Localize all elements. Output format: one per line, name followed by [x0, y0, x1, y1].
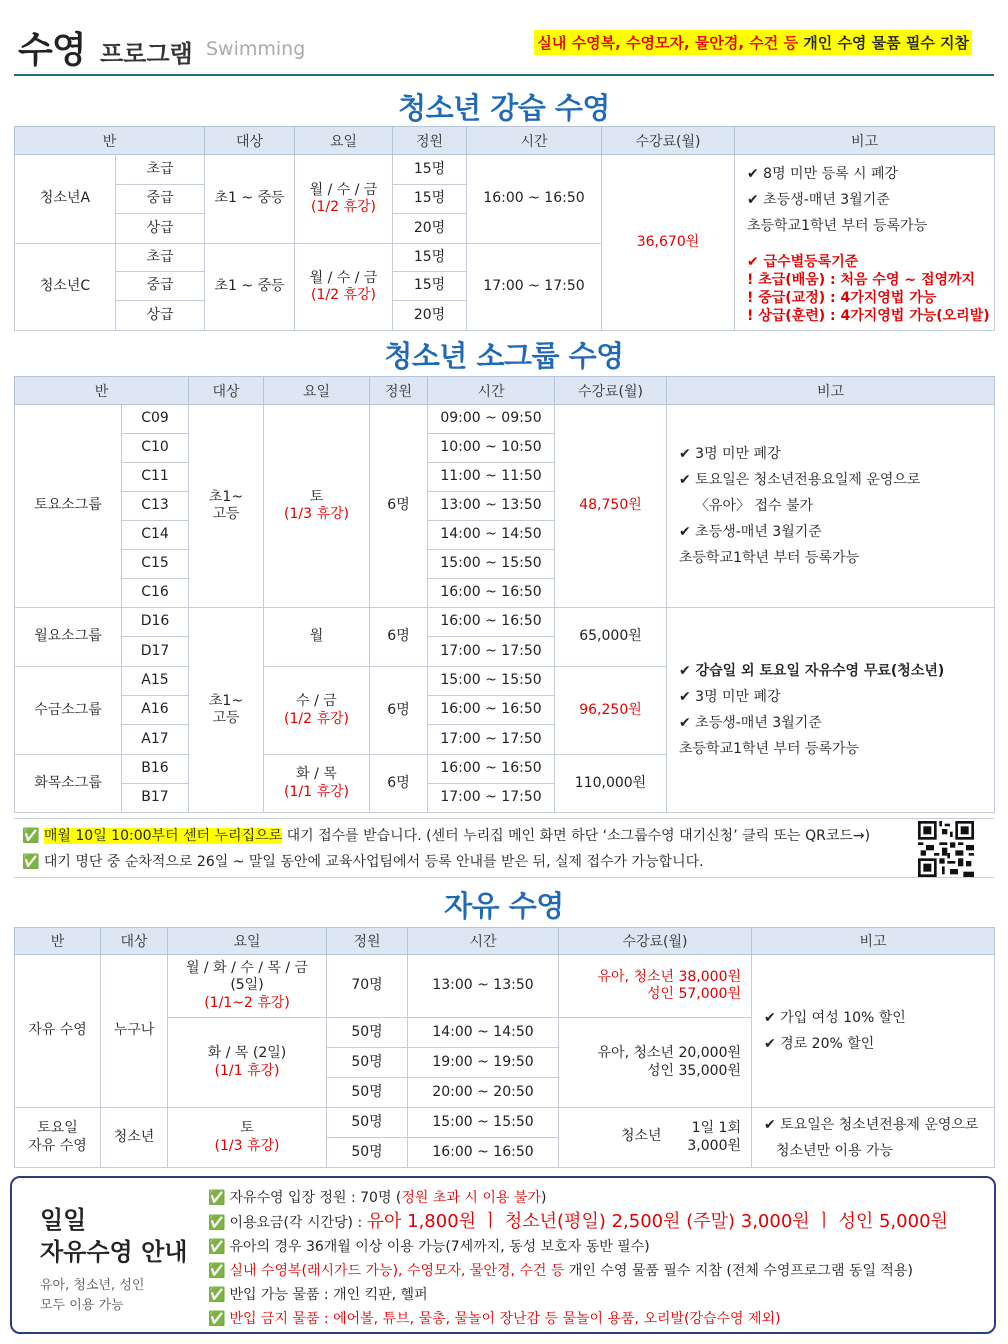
class-name: 월요소그룹 — [15, 608, 122, 667]
free-notes: ✔ 가입 여성 10% 할인 ✔ 경로 20% 할인 — [752, 955, 995, 1108]
small-table — [14, 376, 995, 813]
class-code: A16 — [122, 696, 189, 725]
time: 09:00 ~ 09:50 — [428, 405, 555, 434]
col-target: 대상 — [205, 127, 295, 155]
days: 월 — [264, 608, 370, 667]
capacity: 6명 — [370, 405, 428, 608]
capacity: 20명 — [393, 214, 467, 244]
small-sat-notes: ✔ 3명 미만 폐강 ✔ 토요일은 청소년전용요일제 운영으로 〈유아〉 접수 불가 ✔ 초등생-매년 3월기준 초등학교1학년 부터 등록가능 — [667, 405, 995, 608]
capacity: 6명 — [370, 755, 428, 813]
col-capacity: 정원 — [393, 127, 467, 155]
class-code: C15 — [122, 550, 189, 579]
time: 13:00 ~ 13:50 — [428, 492, 555, 521]
check-icon: ✅ — [208, 1190, 226, 1206]
time: 16:00 ~ 16:50 — [428, 579, 555, 608]
target: 초1~ 고등 — [189, 608, 264, 813]
time: 10:00 ~ 10:50 — [428, 434, 555, 463]
target: 누구나 — [101, 955, 168, 1108]
time: 16:00 ~ 16:50 — [467, 155, 602, 244]
capacity: 15명 — [393, 272, 467, 301]
days: 화 / 목 (2일) (1/1 휴강) — [168, 1018, 327, 1108]
class-name: 자유 수영 — [15, 955, 101, 1108]
lesson-section-title: 청소년 강습 수영 — [398, 91, 610, 125]
col-fee: 수강료(월) — [555, 377, 667, 405]
target: 청소년 — [101, 1108, 168, 1168]
col-time: 시간 — [467, 127, 602, 155]
time: 13:00 ~ 13:50 — [408, 955, 559, 1018]
daily-subtitle: 유아, 청소년, 성인 모두 이용 가능 — [40, 1278, 145, 1313]
level: 상급 — [116, 214, 205, 244]
check-icon: ✅ — [208, 1263, 226, 1279]
table-row — [15, 155, 995, 185]
header-subtitle: 프로그램 — [100, 40, 193, 68]
table-row — [15, 1108, 995, 1138]
days: 월 / 수 / 금 (1/2 휴강) — [295, 155, 393, 244]
capacity: 50명 — [327, 1078, 408, 1108]
time: 17:00 ~ 17:50 — [428, 784, 555, 813]
page-header — [14, 16, 994, 76]
check-icon: ✅ — [208, 1215, 226, 1231]
level: 상급 — [116, 301, 205, 331]
fee: 48,750원 — [555, 405, 667, 608]
capacity: 15명 — [393, 155, 467, 185]
class-name: 청소년C — [15, 244, 116, 331]
time: 15:00 ~ 15:50 — [428, 667, 555, 696]
time: 11:00 ~ 11:50 — [428, 463, 555, 492]
list-item: ✅ 실내 수영복(래시가드 가능), 수영모자, 물안경, 수건 등 개인 수영 물품 필수 지참 (전체 수영프로그램 동일 적용) — [208, 1263, 913, 1279]
class-code: C11 — [122, 463, 189, 492]
waitlist-text-2: 대기 명단 중 순차적으로 26일 ~ 말일 동안에 교육사업팀에서 등록 안내를 받은 뒤, 실제 접수가 가능합니다. — [43, 854, 704, 870]
class-name: 수금소그룹 — [15, 667, 122, 755]
class-code: D16 — [122, 608, 189, 637]
table-row — [15, 955, 995, 1018]
free-section-title: 자유 수영 — [444, 889, 564, 923]
level: 중급 — [116, 272, 205, 301]
class-code: C10 — [122, 434, 189, 463]
fee: 36,670원 — [602, 155, 735, 331]
col-time: 시간 — [408, 928, 559, 955]
qr-code-icon[interactable] — [918, 821, 974, 877]
lesson-notes: ✔ 8명 미만 등록 시 폐강 ✔ 초등생-매년 3월기준 초등학교1학년 부터 등록가능 ✔ 급수별등록기준 ! 초급(배움) : 처음 수영 ~ 접영까지 ! 중급(교정) : 4가지영법 가능 ! 상급(훈련) : 4가지영법 가능(오리발) — [735, 155, 995, 331]
capacity: 20명 — [393, 301, 467, 331]
time: 16:00 ~ 16:50 — [428, 755, 555, 784]
class-name: 토요소그룹 — [15, 405, 122, 608]
time: 15:00 ~ 15:50 — [428, 550, 555, 579]
capacity: 50명 — [327, 1048, 408, 1078]
col-class: 반 — [15, 928, 101, 955]
time: 16:00 ~ 16:50 — [428, 696, 555, 725]
daily-free-swim-box — [10, 1176, 996, 1334]
list-item: ✅ 반입 금지 물품 : 에어볼, 튜브, 물총, 물놀이 장난감 등 물놀이 용품, 오리발(강습수영 제외) — [208, 1311, 781, 1327]
list-item: ✅ 자유수영 입장 정원 : 70명 (정원 초과 시 이용 불가) — [208, 1190, 547, 1206]
time: 16:00 ~ 16:50 — [408, 1138, 559, 1168]
days: 월 / 화 / 수 / 목 / 금 (5일) (1/1~2 휴강) — [168, 955, 327, 1018]
col-time: 시간 — [428, 377, 555, 405]
class-code: B16 — [122, 755, 189, 784]
small-header-row — [15, 377, 995, 405]
capacity: 50명 — [327, 1138, 408, 1168]
class-code: C16 — [122, 579, 189, 608]
class-code: C13 — [122, 492, 189, 521]
class-name: 토요일 자유 수영 — [15, 1108, 101, 1168]
time: 17:00 ~ 17:50 — [428, 637, 555, 667]
col-class: 반 — [15, 377, 189, 405]
header-title: 수영 — [18, 30, 86, 71]
col-days: 요일 — [264, 377, 370, 405]
free-table — [14, 927, 995, 1168]
class-code: B17 — [122, 784, 189, 813]
col-target: 대상 — [101, 928, 168, 955]
fee: 청소년 1일 1회 3,000원 — [559, 1108, 752, 1168]
capacity: 15명 — [393, 185, 467, 214]
capacity: 6명 — [370, 608, 428, 667]
free-header-row — [15, 928, 995, 955]
days: 토 (1/3 휴강) — [264, 405, 370, 608]
waitlist-highlight: 매월 10일 10:00부터 센터 누리집으로 — [43, 828, 283, 844]
waitlist-text: 대기 접수를 받습니다. (센터 누리집 메인 화면 하단 ‘소그룹수영 대기신청’ 클릭 또는 QR코드→) — [282, 828, 871, 844]
days: 토 (1/3 휴강) — [168, 1108, 327, 1168]
check-icon: ✅ — [22, 828, 40, 844]
fee: 96,250원 — [555, 667, 667, 755]
daily-title: 일일 자유수영 안내 — [40, 1206, 188, 1266]
time: 16:00 ~ 16:50 — [428, 608, 555, 637]
class-code: C09 — [122, 405, 189, 434]
list-item: ✅ 유아의 경우 36개월 이상 이용 가능(7세까지, 동성 보호자 동반 필수) — [208, 1239, 650, 1255]
time: 20:00 ~ 20:50 — [408, 1078, 559, 1108]
table-row — [15, 608, 995, 637]
header-notice: 실내 수영복, 수영모자, 물안경, 수건 등 개인 수영 물품 필수 지참 — [534, 30, 972, 55]
capacity: 6명 — [370, 667, 428, 755]
col-notes: 비고 — [735, 127, 995, 155]
col-capacity: 정원 — [370, 377, 428, 405]
col-fee: 수강료(월) — [559, 928, 752, 955]
small-section-title: 청소년 소그룹 수영 — [384, 339, 624, 373]
target: 초1~ 고등 — [189, 405, 264, 608]
check-icon: ✅ — [22, 854, 40, 870]
list-item: ✅ 이용요금(각 시간당) : 유아 1,800원 ㅣ 청소년(평일) 2,500원 (주말) 3,000원 ㅣ 성인 5,000원 — [208, 1211, 948, 1232]
header-title-en: Swimming — [206, 38, 306, 60]
days: 월 / 수 / 금 (1/2 휴강) — [295, 244, 393, 331]
check-icon: ✅ — [208, 1311, 226, 1327]
target: 초1 ~ 중등 — [205, 244, 295, 331]
table-row — [15, 405, 995, 434]
col-days: 요일 — [295, 127, 393, 155]
free-sat-notes: ✔ 토요일은 청소년전용제 운영으로 청소년만 이용 가능 — [752, 1108, 995, 1168]
class-code: A15 — [122, 667, 189, 696]
time: 19:00 ~ 19:50 — [408, 1048, 559, 1078]
col-notes: 비고 — [667, 377, 995, 405]
class-name: 청소년A — [15, 155, 116, 244]
level: 중급 — [116, 185, 205, 214]
check-icon: ✅ — [208, 1287, 226, 1303]
col-fee: 수강료(월) — [602, 127, 735, 155]
daily-items — [208, 1186, 948, 1331]
fee: 65,000원 — [555, 608, 667, 667]
capacity: 50명 — [327, 1108, 408, 1138]
lesson-table — [14, 126, 995, 331]
small-group-footnote — [14, 818, 994, 878]
time: 14:00 ~ 14:50 — [428, 521, 555, 550]
class-code: D17 — [122, 637, 189, 667]
class-name: 화목소그룹 — [15, 755, 122, 813]
time: 15:00 ~ 15:50 — [408, 1108, 559, 1138]
list-item: ✅ 반입 가능 물품 : 개인 킥판, 헬퍼 — [208, 1287, 428, 1303]
lesson-header-row — [15, 127, 995, 155]
small-weekday-notes: ✔ 강습일 외 토요일 자유수영 무료(청소년) ✔ 3명 미만 폐강 ✔ 초등생-매년 3월기준 초등학교1학년 부터 등록가능 — [667, 608, 995, 813]
time: 17:00 ~ 17:50 — [467, 244, 602, 331]
class-code: A17 — [122, 725, 189, 755]
level: 초급 — [116, 155, 205, 185]
time: 14:00 ~ 14:50 — [408, 1018, 559, 1048]
target: 초1 ~ 중등 — [205, 155, 295, 244]
capacity: 50명 — [327, 1018, 408, 1048]
col-notes: 비고 — [752, 928, 995, 955]
capacity: 70명 — [327, 955, 408, 1018]
fee: 유아, 청소년 38,000원 성인 57,000원 — [559, 955, 752, 1018]
capacity: 15명 — [393, 244, 467, 272]
col-class: 반 — [15, 127, 205, 155]
days: 수 / 금 (1/2 휴강) — [264, 667, 370, 755]
check-icon: ✅ — [208, 1239, 226, 1255]
level: 초급 — [116, 244, 205, 272]
fee: 110,000원 — [555, 755, 667, 813]
days: 화 / 목 (1/1 휴강) — [264, 755, 370, 813]
col-capacity: 정원 — [327, 928, 408, 955]
time: 17:00 ~ 17:50 — [428, 725, 555, 755]
fee: 유아, 청소년 20,000원 성인 35,000원 — [559, 1018, 752, 1108]
col-target: 대상 — [189, 377, 264, 405]
col-days: 요일 — [168, 928, 327, 955]
class-code: C14 — [122, 521, 189, 550]
